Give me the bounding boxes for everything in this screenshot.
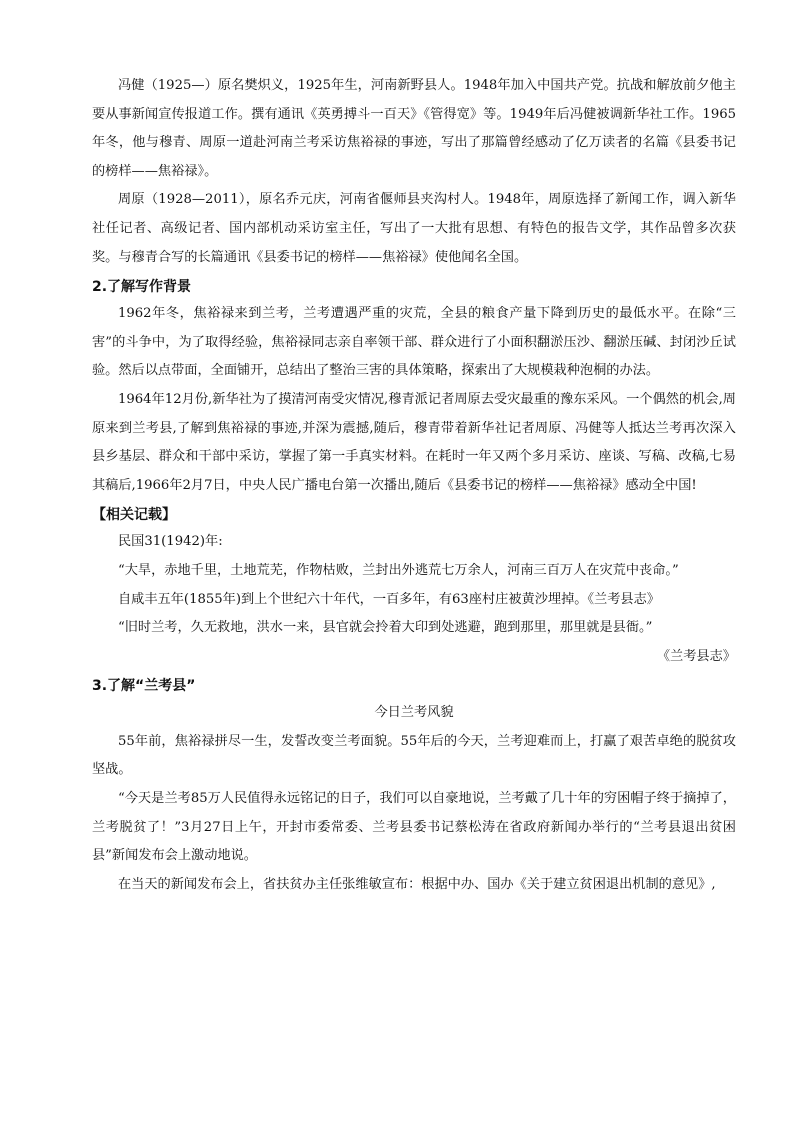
related-record-desert: 自咸丰五年(1855年)到上个世纪六十年代，一百多年，有63座村庄被黄沙埋掉。《兰考县志》	[118, 591, 660, 607]
related-record-year: 民国31(1942)年:	[118, 534, 223, 550]
section-heading-background: 2.了解写作背景	[92, 279, 192, 296]
lankao-subtitle: 今日兰考风貌	[374, 705, 454, 721]
paragraph-lankao-2: “今天是兰考85万人民值得永远铭记的日子，我们可以自豪地说，兰考戴了几十年的穷困帽子终于摘掉了，兰考脱贫了！”3月27日上午，开封市委常委、兰考县委书记蔡松涛在省政府新闻办举行的“兰考县退出贫困县”新闻发布会上激动地说。	[92, 791, 736, 864]
related-records-heading: 【相关记载】	[92, 507, 176, 524]
paragraph-lankao-3: 在当天的新闻发布会上，省扶贫办主任张维敏宣布：根据中办、国办《关于建立贫困退出机制的意见》,	[118, 876, 716, 892]
related-record-source: 《兰考县志》	[656, 648, 736, 664]
paragraph-feng-jian: 冯健（1925—）原名樊炽义，1925年生，河南新野县人。1948年加入中国共产党。抗战和解放前夕他主要从事新闻宣传报道工作。撰有通讯《英勇搏斗一百天》《管得宽》等。1949年后冯健被调新华社工作。1965年冬，他与穆青、周原一道赴河南兰考采访焦裕禄的事迹，写出了那篇曾经感动了亿万读者的名篇《县委书记的榜样——焦裕禄》。	[92, 78, 736, 179]
paragraph-zhou-yuan: 周原（1928—2011），原名乔元庆，河南省偃师县夹沟村人。1948年，周原选择了新闻工作，调入新华社任记者、高级记者、国内部机动采访室主任，写出了一大批有思想、有特色的报告文学，其作品曾多次获奖。与穆青合写的长篇通讯《县委书记的榜样——焦裕禄》使他闻名全国。	[92, 192, 736, 265]
paragraph-lankao-1: 55年前，焦裕禄拼尽一生，发誓改变兰考面貌。55年后的今天，兰考迎难而上，打赢了艰苦卓绝的脱贫攻坚战。	[92, 733, 736, 778]
related-record-quote-1: “大旱，赤地千里，土地荒芜，作物枯败，兰封出外逃荒七万余人，河南三百万人在灾荒中丧命。”	[118, 562, 679, 578]
document-page	[92, 0, 736, 899]
related-record-quote-2: “旧时兰考，久无救地，洪水一来，县官就会拎着大印到处逃避，跑到那里，那里就是县衙。”	[118, 620, 653, 636]
paragraph-background-1: 1962年冬，焦裕禄来到兰考，兰考遭遇严重的灾荒，全县的粮食产量下降到历史的最低水平。在除“三害”的斗争中，为了取得经验，焦裕禄同志亲自率领干部、群众进行了小面积翻淤压沙、翻淤压碱、封闭沙丘试验。然后以点带面，全面铺开，总结出了整治三害的具体策略，探索出了大规模栽种泡桐的办法。	[92, 306, 736, 379]
paragraph-background-2: 1964年12月份,新华社为了摸清河南受灾情况,穆青派记者周原去受灾最重的豫东采风。一个偶然的机会,周原来到兰考县,了解到焦裕禄的事迹,并深为震撼,随后，穆青带着新华社记者周原、冯健等人抵达兰考再次深入县乡基层、群众和干部中采访，掌握了第一手真实材料。在耗时一年又两个多月采访、座谈、写稿、改稿,七易其稿后,1966年2月7日，中央人民广播电台第一次播出,随后《县委书记的榜样——焦裕禄》感动全中国!	[92, 391, 736, 493]
section-heading-lankao: 3.了解“兰考县”	[92, 678, 196, 695]
